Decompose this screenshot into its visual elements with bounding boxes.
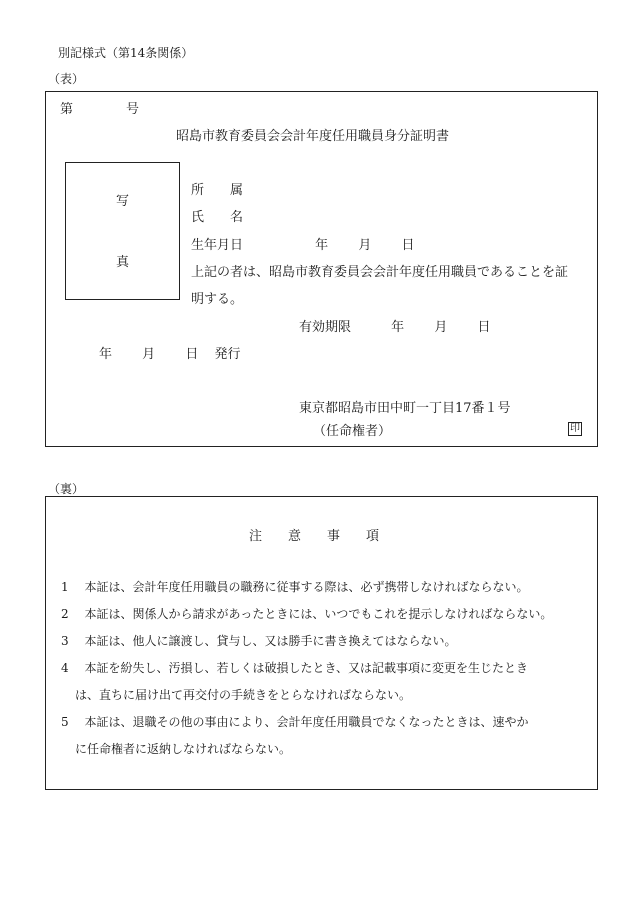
issue-year: 年 (99, 347, 113, 362)
note-item-1 (61, 578, 528, 595)
note-number: 1 (61, 580, 69, 594)
birthdate-row (191, 234, 414, 253)
address: 東京都昭島市田中町一丁目17番１号 (299, 401, 511, 416)
number-prefix: 第 (60, 102, 74, 117)
validity-year: 年 (391, 320, 405, 335)
note-number: 3 (61, 634, 69, 648)
note-item-4-continuation: は、直ちに届け出て再交付の手続きをとらなければならない。 (75, 688, 412, 702)
number-suffix: 号 (126, 102, 140, 117)
birth-day: 日 (401, 238, 415, 253)
back-card (45, 496, 598, 790)
note-number: 5 (61, 715, 69, 729)
notes-heading: 注 意 事 項 (249, 529, 380, 544)
card-title: 昭島市教育委員会会計年度任用職員身分証明書 (176, 129, 450, 144)
birthdate-label: 生年月日 (191, 238, 244, 253)
validity-label: 有効期限 (299, 320, 352, 335)
photo-char-1: 写 (116, 194, 130, 209)
note-number: 4 (61, 661, 69, 675)
affiliation-label: 所 属 (191, 183, 244, 198)
photo-char-2: 真 (116, 255, 130, 270)
issue-day: 日 (185, 347, 199, 362)
birth-month: 月 (358, 238, 372, 253)
note-item-5-continuation: に任命権者に返納しなければならない。 (75, 742, 292, 756)
note-text: 本証は、他人に譲渡し、貸与し、又は勝手に書き換えてはならない。 (84, 634, 457, 648)
appointer: （任命権者） (313, 424, 392, 439)
note-item-3 (61, 632, 456, 649)
photo-area (65, 162, 180, 300)
validity-row (299, 316, 490, 335)
form-title: 別記様式（第14条関係） (58, 46, 194, 60)
note-text: 本証は、関係人から請求があったときには、いつでもこれを提示しなければならない。 (84, 607, 553, 621)
birth-year: 年 (315, 238, 329, 253)
name-label: 氏 名 (191, 210, 244, 225)
certification-line-1: 上記の者は、昭島市教育委員会会計年度任用職員であることを証 (191, 265, 569, 280)
note-text: 本証を紛失し、汚損し、若しくは破損したとき、又は記載事項に変更を生じたとき (84, 661, 528, 675)
issue-row (99, 343, 240, 362)
front-card (45, 91, 598, 447)
note-item-2 (61, 605, 552, 622)
front-side-label: （表） (48, 72, 85, 86)
note-item-5 (61, 713, 528, 730)
issue-label: 発行 (214, 347, 241, 362)
certification-line-2: 明する。 (191, 292, 244, 307)
back-side-label: （裏） (48, 482, 85, 496)
note-text: 本証は、会計年度任用職員の職務に従事する際は、必ず携帯しなければならない。 (84, 580, 529, 594)
note-number: 2 (61, 607, 69, 621)
issue-month: 月 (142, 347, 156, 362)
validity-day: 日 (477, 320, 491, 335)
validity-month: 月 (434, 320, 448, 335)
seal-mark: 印 (570, 423, 580, 434)
note-text: 本証は、退職その他の事由により、会計年度任用職員でなくなったときは、速やか (84, 715, 529, 729)
note-item-4 (61, 659, 528, 676)
